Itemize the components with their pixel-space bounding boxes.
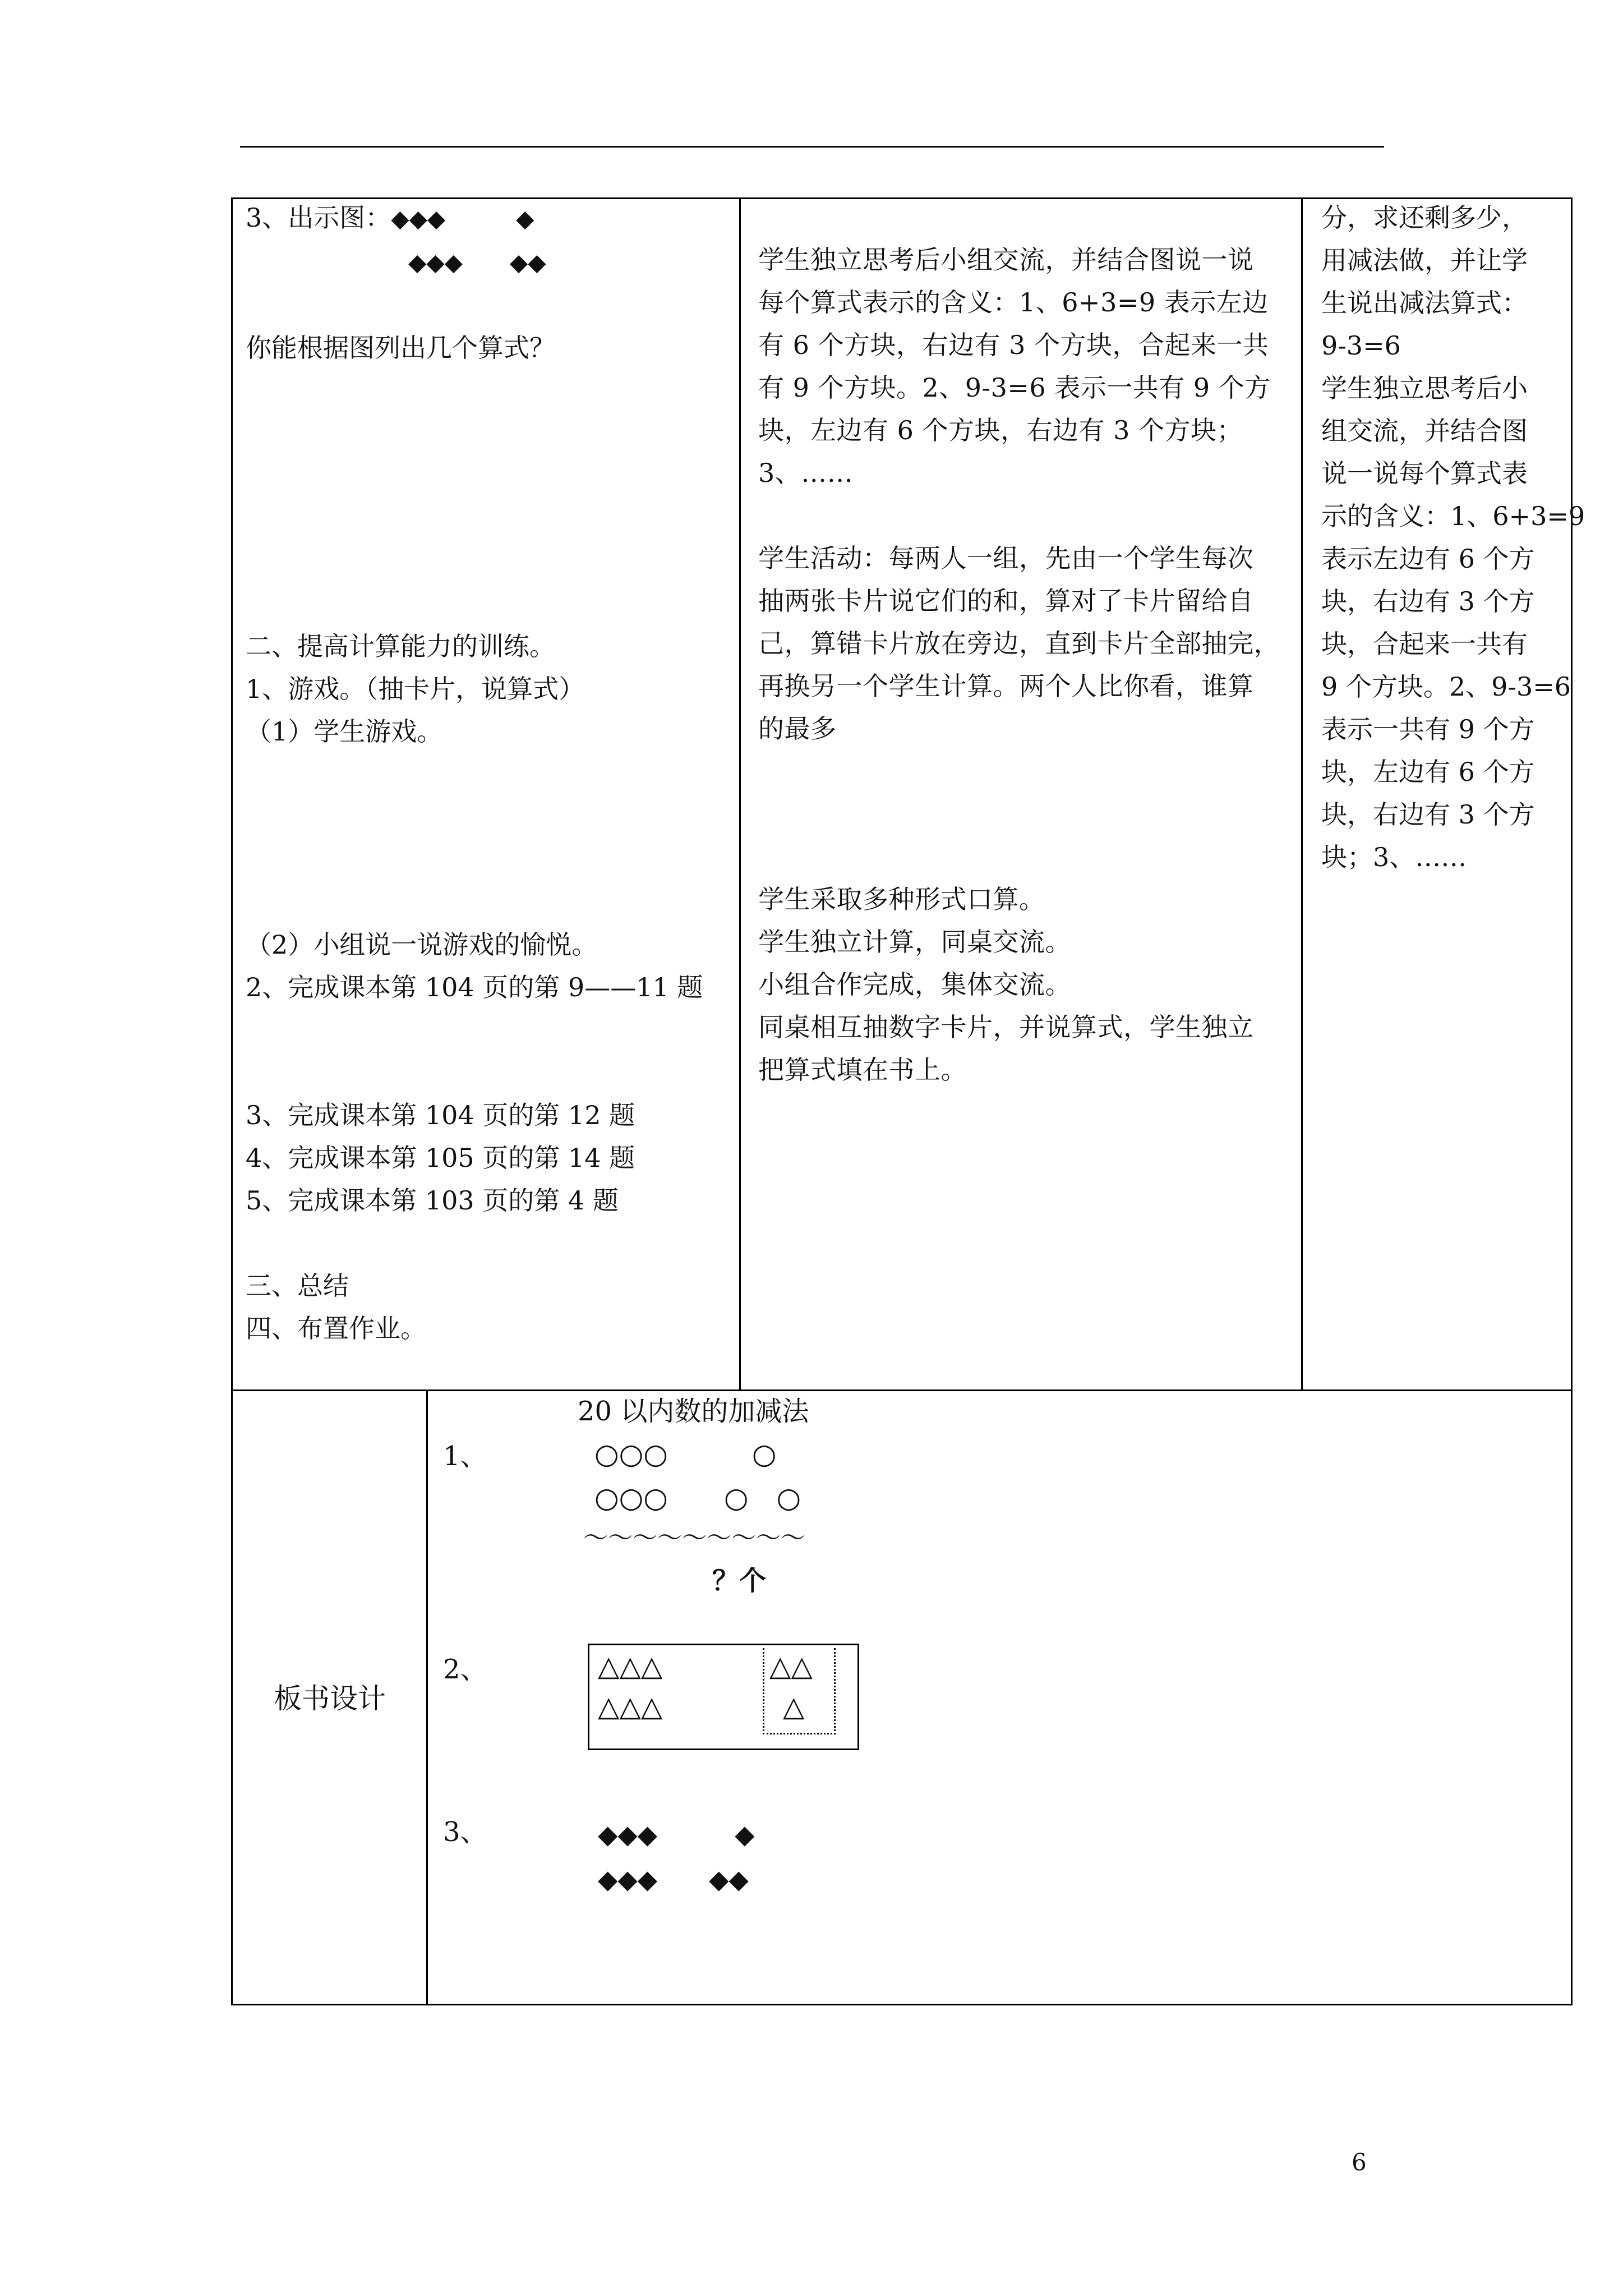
intent-line: 块，左边有 6 个方	[1321, 757, 1535, 787]
intent-line: 生说出减法算式：	[1321, 288, 1528, 318]
tilde-row: ～～～～～～～～～	[583, 1524, 805, 1552]
intent-line: 表示左边有 6 个方	[1321, 544, 1535, 574]
board-item-1-label: 1、	[443, 1441, 487, 1472]
triangle-right-row-1: △△	[769, 1650, 813, 1682]
triangle-left-row-2: △△△	[598, 1690, 663, 1723]
student-line: 学生独立计算，同桌交流。	[758, 927, 1071, 957]
board-design-label: 板书设计	[274, 1682, 386, 1715]
circles-row-2: ○○○ ○ ○	[594, 1481, 801, 1514]
task-3: 3、完成课本第 104 页的第 12 题	[246, 1100, 635, 1130]
game-title: 1、游戏。（抽卡片，说算式）	[246, 674, 585, 704]
intent-line: 块，合起来一共有	[1321, 629, 1528, 659]
board-item-2-label: 2、	[443, 1654, 487, 1685]
figure-row-1: ◆◆◆ ◆	[391, 205, 534, 232]
board-title: 20 以内数的加减法	[578, 1396, 809, 1427]
student-line: 学生独立思考后小组交流，并结合图说一说	[758, 245, 1254, 275]
table-divider-2	[1301, 197, 1303, 1391]
intent-line: 说一说每个算式表	[1321, 458, 1528, 489]
intent-line: 表示一共有 9 个方	[1321, 714, 1535, 744]
intent-line: 9-3=6	[1321, 330, 1401, 361]
section-3: 三、总结	[246, 1271, 349, 1301]
student-line: 学生采取多种形式口算。	[758, 884, 1045, 914]
triangle-left-row-1: △△△	[598, 1650, 663, 1682]
intent-line: 块，右边有 3 个方	[1321, 799, 1535, 830]
circles-row-1: ○○○ ○	[594, 1438, 777, 1470]
intent-line: 块，右边有 3 个方	[1321, 586, 1535, 616]
header-rule	[240, 146, 1384, 148]
game-step-2: （2）小组说一说游戏的愉悦。	[246, 930, 598, 960]
question-text: 你能根据图列出几个算式？	[246, 333, 555, 363]
student-line: 3、……	[758, 458, 854, 488]
intent-line: 示的含义：1、6+3=9	[1321, 501, 1585, 531]
intent-line: 用减法做，并让学	[1321, 245, 1528, 275]
diamond-row-1: ◆◆◆ ◆	[598, 1819, 755, 1849]
table-divider-1	[739, 197, 741, 1391]
student-line: 抽两张卡片说它们的和，算对了卡片留给自	[758, 586, 1254, 616]
student-line: 有 9 个方块。2、9-3=6 表示一共有 9 个方	[758, 372, 1271, 403]
task-4: 4、完成课本第 105 页的第 14 题	[246, 1143, 635, 1173]
student-line: 有 6 个方块，右边有 3 个方块，合起来一共	[758, 330, 1269, 360]
student-line: 学生活动：每两人一组，先由一个学生每次	[758, 543, 1254, 573]
student-line: 同桌相互抽数字卡片，并说算式，学生独立	[758, 1012, 1254, 1042]
board-design-table	[231, 1389, 1573, 2005]
page-number: 6	[1352, 2148, 1367, 2176]
game-step-1: （1）学生游戏。	[246, 716, 443, 747]
teacher-activity-column	[246, 196, 728, 1350]
student-activity-column	[758, 238, 1297, 1091]
figure-row-2: ◆◆◆ ◆◆	[408, 249, 546, 276]
diamond-row-2: ◆◆◆ ◆◆	[598, 1864, 749, 1894]
intent-line: 块；3、……	[1321, 842, 1467, 872]
student-line: 小组合作完成，集体交流。	[758, 969, 1071, 1000]
design-intent-column	[1321, 196, 1585, 878]
board-divider	[426, 1389, 428, 2005]
intent-line: 9 个方块。2、9-3=6	[1321, 671, 1571, 702]
question-count: ？个	[712, 1565, 767, 1596]
intent-line: 分，求还剩多少，	[1321, 203, 1528, 233]
student-line: 每个算式表示的含义：1、6+3=9 表示左边	[758, 287, 1269, 318]
student-line: 的最多	[758, 714, 837, 744]
intent-line: 组交流，并结合图	[1321, 416, 1528, 446]
section-4: 四、布置作业。	[246, 1313, 426, 1343]
task-5: 5、完成课本第 103 页的第 4 题	[246, 1185, 619, 1216]
show-figure-label: 3、出示图：	[246, 203, 391, 233]
student-line: 己，算错卡片放在旁边，直到卡片全部抽完，	[758, 628, 1280, 659]
triangle-right-row-2: △	[783, 1690, 805, 1723]
task-2: 2、完成课本第 104 页的第 9——11 题	[246, 972, 703, 1002]
student-line: 再换另一个学生计算。两个人比你看，谁算	[758, 671, 1254, 701]
board-item-3-label: 3、	[443, 1816, 487, 1848]
section-2-title: 二、提高计算能力的训练。	[246, 631, 555, 661]
student-line: 块，左边有 6 个方块，右边有 3 个方块；	[758, 415, 1243, 445]
student-line: 把算式填在书上。	[758, 1055, 967, 1085]
intent-line: 学生独立思考后小	[1321, 373, 1528, 403]
